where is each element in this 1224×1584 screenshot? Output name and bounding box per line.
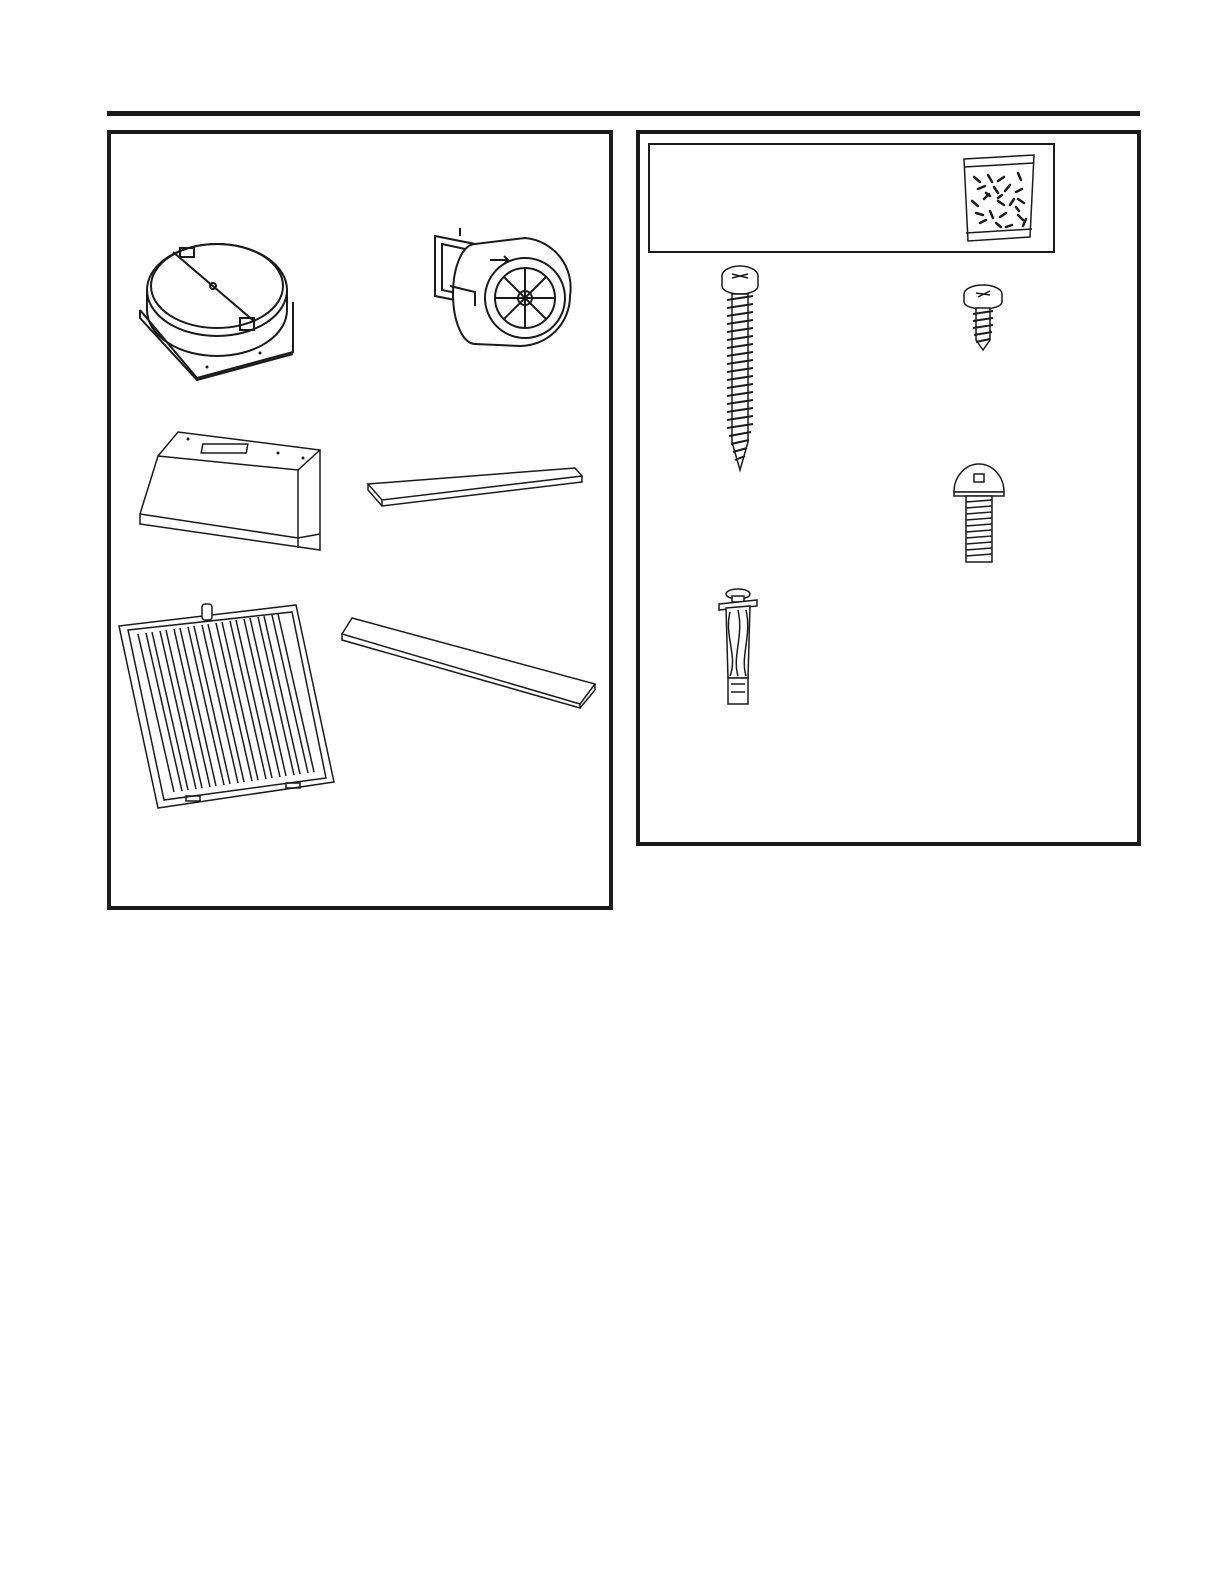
short-screw-icon: [960, 282, 1006, 352]
header-rule: [107, 111, 1140, 116]
wall-anchor-icon: [716, 586, 760, 708]
trim-strip-short-icon: [365, 462, 585, 507]
duct-transition-damper-icon: [135, 240, 300, 380]
wood-screw-icon: [717, 264, 763, 472]
trim-strip-long-icon: [340, 614, 598, 710]
hood-body-icon: [138, 426, 326, 556]
machine-screw-icon: [952, 462, 1006, 566]
blower-motor-icon: [430, 226, 580, 356]
hardware-bag-icon: [960, 153, 1040, 243]
grease-filter-icon: [116, 600, 338, 812]
